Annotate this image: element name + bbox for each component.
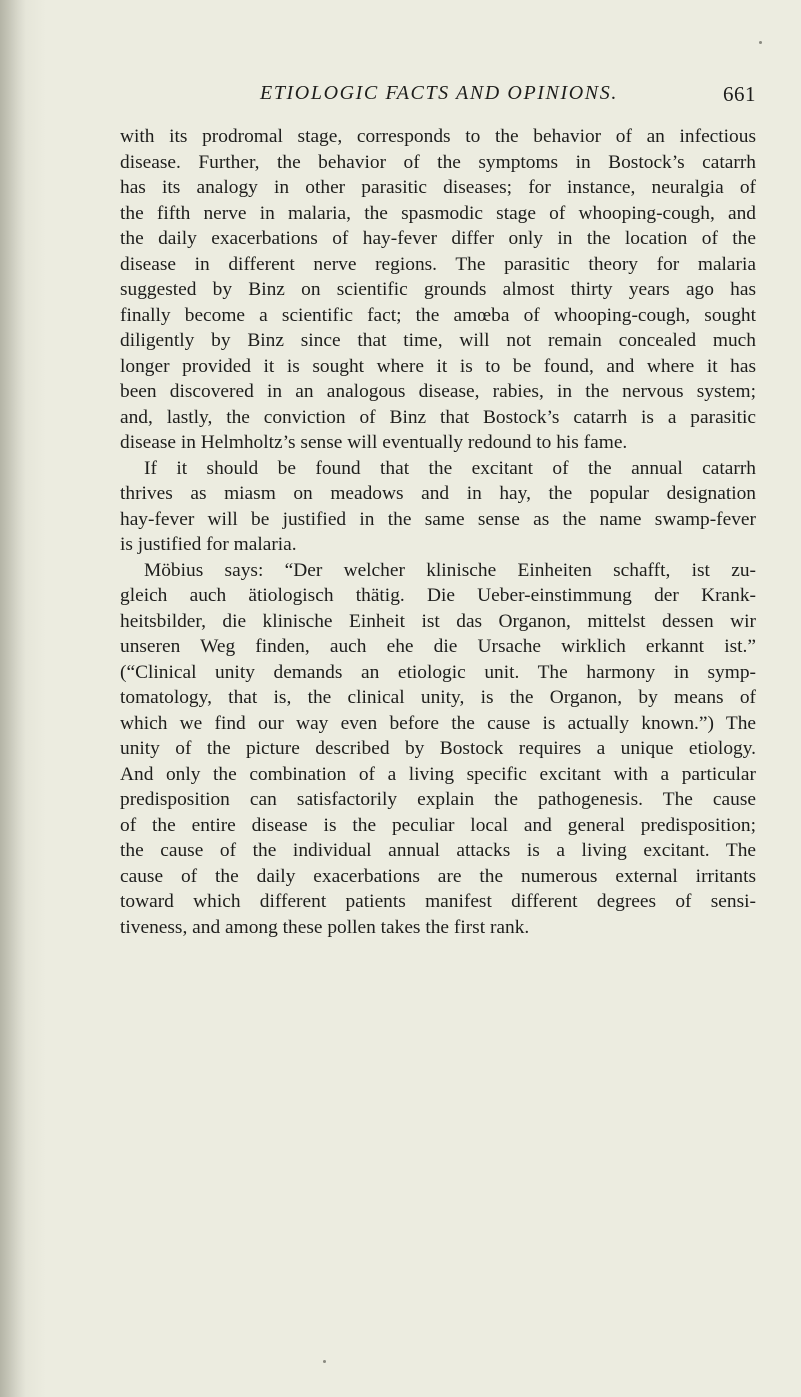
text-line: and, lastly, the conviction of Binz that Bostock’s catarrh is a parasitic: [120, 406, 756, 428]
text-line: the fifth nerve in malaria, the spasmodic stage of whooping-cough, and: [120, 202, 756, 224]
running-title: ETIOLOGIC FACTS AND OPINIONS.: [260, 82, 618, 104]
text-line: been discovered in an analogous disease, rabies, in the nervous system;: [120, 381, 756, 402]
text-line: of the entire disease is the peculiar local and general predisposition;: [120, 814, 756, 836]
text-line: the cause of the individual annual attacks is a living excitant. The: [120, 840, 756, 861]
text-line: heitsbilder, die klinische Einheit ist das Organon, mittelst dessen wir: [120, 610, 756, 632]
paper-speck: [323, 1360, 326, 1363]
text-line: predisposition can satisfactorily explain the pathogenesis. The cause: [120, 789, 756, 810]
text-line: And only the combination of a living specific excitant with a particular: [120, 763, 756, 785]
text-line: tiveness, and among these pollen takes the first rank.: [120, 916, 530, 938]
text-line: the daily exacerbations of hay-fever differ only in the location of the: [120, 228, 756, 249]
text-line: thrives as miasm on meadows and in hay, the popular designation: [120, 483, 756, 504]
text-line: suggested by Binz on scientific grounds almost thirty years ago has: [120, 279, 756, 300]
page-number: 661: [723, 82, 756, 106]
text-line: cause of the daily exacerbations are the numerous external irritants: [120, 865, 756, 887]
text-line: unseren Weg finden, auch ehe die Ursache wirklich erkannt ist.”: [120, 636, 756, 657]
text-line: toward which different patients manifest different degrees of sensi-: [120, 891, 756, 912]
text-line: tomatology, that is, the clinical unity, is the Organon, by means of: [120, 687, 756, 708]
page-header: [120, 82, 756, 114]
text-line: disease. Further, the behavior of the symptoms in Bostock’s catarrh: [120, 151, 756, 173]
text-line: If it should be found that the excitant of the annual catarrh: [144, 457, 756, 479]
text-line: disease in Helmholtz’s sense will eventually redound to his fame.: [120, 432, 628, 453]
text-line: diligently by Binz since that time, will not remain concealed much: [120, 330, 756, 351]
text-line: unity of the picture described by Bostock requires a unique etiology.: [120, 738, 756, 759]
body-text: [120, 124, 756, 940]
text-line: with its prodromal stage, corresponds to the behavior of an infectious: [120, 126, 756, 147]
text-line: has its analogy in other parasitic diseases; for instance, neuralgia of: [120, 177, 756, 198]
text-line: hay-fever will be justified in the same sense as the name swamp-fever: [120, 508, 756, 530]
text-line: disease in different nerve regions. The parasitic theory for malaria: [120, 253, 756, 275]
text-line: Möbius says: “Der welcher klinische Einheiten schafft, ist zu-: [144, 559, 756, 581]
text-line: (“Clinical unity demands an etiologic unit. The harmony in symp-: [120, 661, 756, 683]
text-line: which we find our way even before the cause is actually known.”) The: [120, 712, 756, 734]
spine-shadow: [0, 0, 26, 1397]
paper-speck: [759, 41, 762, 44]
text-line: longer provided it is sought where it is to be found, and where it has: [120, 355, 756, 377]
text-line: gleich auch ätiologisch thätig. Die Ueber-einstimmung der Krank-: [120, 585, 756, 606]
text-line: is justified for malaria.: [120, 534, 297, 555]
text-line: finally become a scientific fact; the amœba of whooping-cough, sought: [120, 304, 756, 326]
